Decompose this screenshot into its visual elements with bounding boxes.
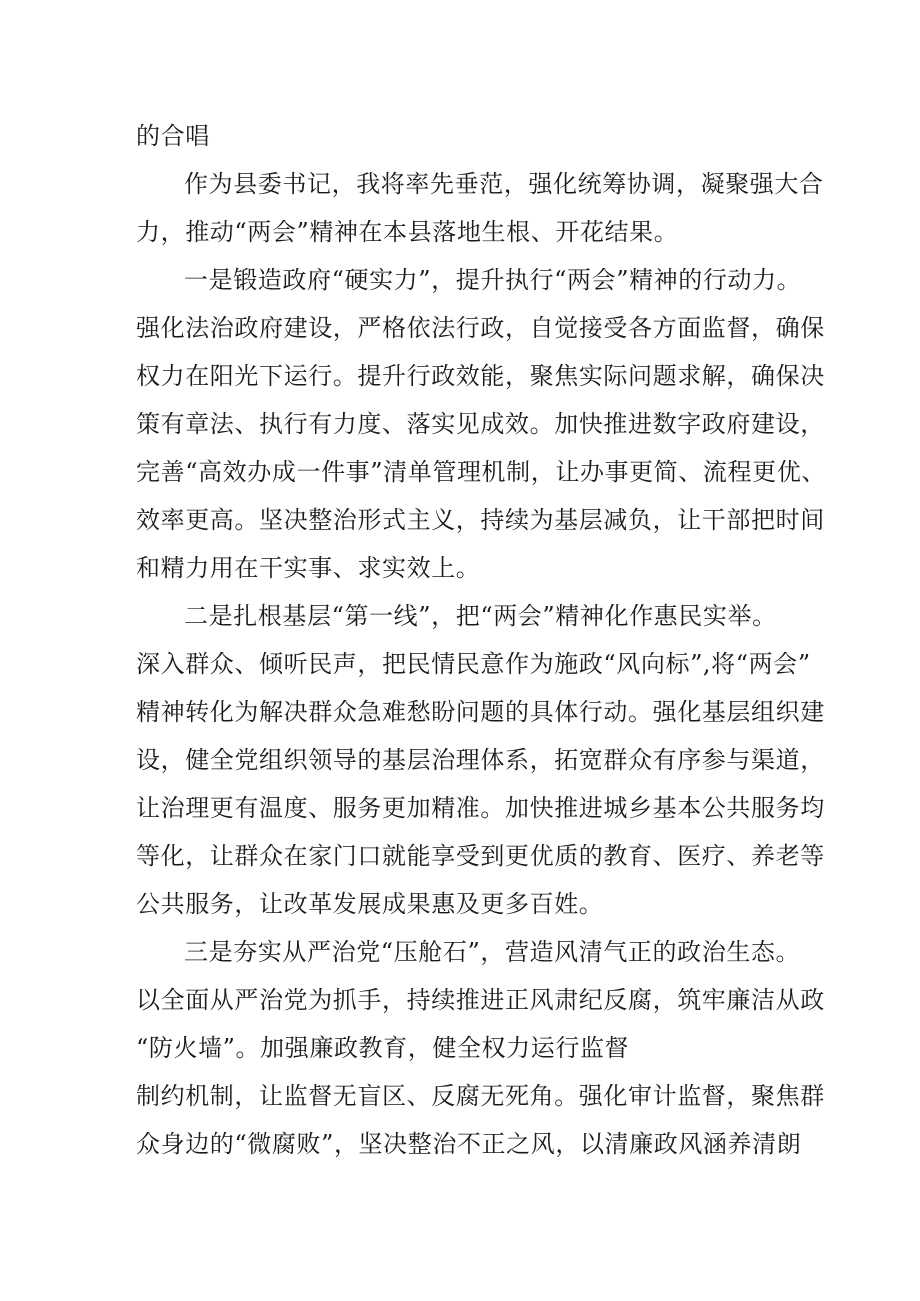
text-line: 让治理更有温度、服务更加精准。加快推进城乡基本公共服务均 [136, 794, 825, 822]
paragraph-heading-two: 二是扎根基层“第一线”，把“两会”精神化作惠民实举。 [184, 602, 777, 630]
text-line: 众身边的“微腐败”，坚决整治不正之风，以清廉政风涵养清朗 [136, 1130, 802, 1158]
paragraph-first-line: 作为县委书记，我将率先垂范，强化统筹协调，凝聚强大合 [184, 170, 824, 198]
text-line: 等化，让群众在家门口就能享受到更优质的教育、医疗、养老等 [136, 842, 825, 870]
text-line: 的合唱 [136, 122, 210, 150]
text-line: 公共服务，让改革发展成果惠及更多百姓。 [136, 890, 604, 918]
text-line: “防火墙”。加强廉政教育，健全权力运行监督 [136, 1034, 630, 1062]
text-line: 设，健全党组织领导的基层治理体系，拓宽群众有序参与渠道， [136, 746, 825, 774]
text-line: 制约机制，让监督无盲区、反腐无死角。强化审计监督，聚焦群 [136, 1082, 825, 1110]
text-line: 以全面从严治党为抓手，持续推进正风肃纪反腐，筑牢廉洁从政 [136, 986, 825, 1014]
text-line: 策有章法、执行有力度、落实见成效。加快推进数字政府建设， [136, 410, 825, 438]
text-line: 权力在阳光下运行。提升行政效能，聚焦实际问题求解，确保决 [136, 362, 825, 390]
text-line: 精神转化为解决群众急难愁盼问题的具体行动。强化基层组织建 [136, 698, 825, 726]
paragraph-heading-one: 一是锻造政府“硬实力”，提升执行“两会”精神的行动力。 [184, 266, 802, 294]
text-line: 完善“高效办成一件事”清单管理机制，让办事更简、流程更优、 [136, 458, 826, 486]
text-line: 深入群众、倾听民声，把民情民意作为施政“风向标”,将“两会” [136, 650, 811, 678]
text-line: 强化法治政府建设，严格依法行政，自觉接受各方面监督，确保 [136, 314, 825, 342]
text-line: 和精力用在干实事、求实效上。 [136, 554, 481, 582]
paragraph-heading-three: 三是夯实从严治党“压舱石”，营造风清气正的政治生态。 [184, 938, 801, 966]
text-line: 力，推动“两会”精神在本县落地生根、开花结果。 [136, 218, 679, 246]
text-line: 效率更高。坚决整治形式主义，持续为基层减负，让干部把时间 [136, 506, 825, 534]
